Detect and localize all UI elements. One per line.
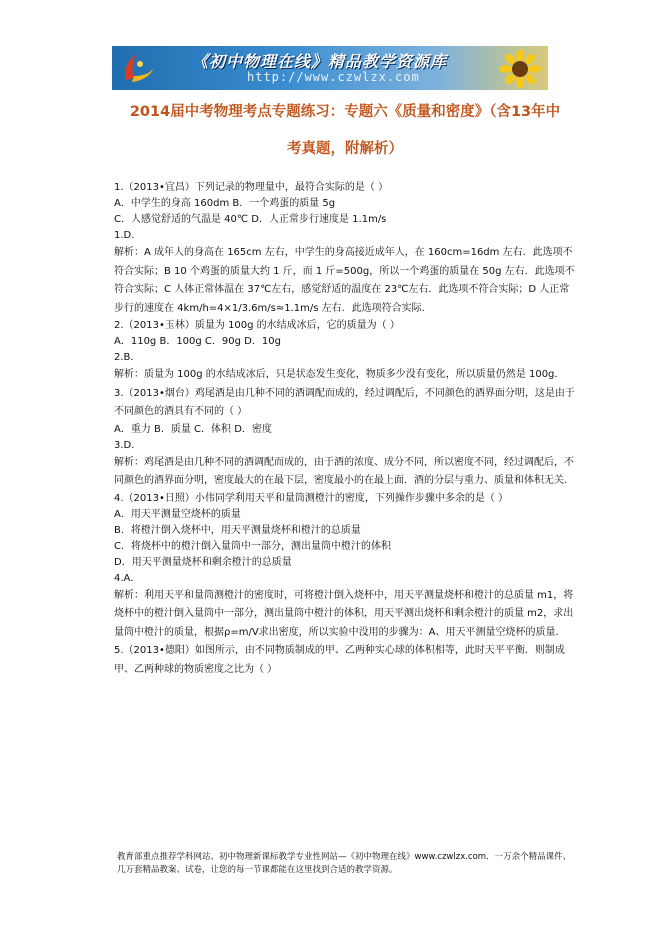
page-title-line2: 考真题，附解析） <box>287 141 403 157</box>
option-line: A．110g B．100g C．90g D．10g <box>114 336 281 347</box>
analysis-3: 解析：鸡尾酒是由几种不同的酒调配而成的，由于酒的浓度、成分不同，所以密度不同，经过调配后，不同颜色的酒界面分明，密度最大的在最下层，密度最小的在最上面．酒的分层与重力、质量和体积无关． <box>114 456 574 486</box>
option-line: D．用天平测量烧杯和剩余橙汁的总质量 <box>114 556 292 568</box>
answer-3: 3.D． <box>114 439 142 451</box>
sunflower-icon <box>498 50 542 88</box>
banner-title: 《初中物理在线》精品教学资源库 <box>192 52 448 71</box>
footer-note: 教育部重点推荐学科网站、初中物理新课标教学专业性网站—《初中物理在线》www.czwlzx.com．一万余个精品课件、几万套精品教案、试卷，让您的每一节课都能在这里找到合适的教学资源。 <box>117 852 572 875</box>
document-body <box>114 180 576 679</box>
question-2: 2.（2013•玉林）质量为 100g 的水结成冰后，它的质量为（ ） <box>114 320 400 331</box>
question-4: 4.（2013•日照）小伟同学利用天平和量筒测橙汁的密度，下列操作步骤中多余的是（ ） <box>114 492 509 504</box>
answer-1: 1.D． <box>114 230 142 241</box>
banner-url: http://www.czwlzx.com <box>247 70 420 84</box>
page-title-line1: 2014届中考物理考点专题练习：专题六《质量和密度》（含13年中 <box>129 104 561 120</box>
option-line: C．将烧杯中的橙汁倒入量筒中一部分，测出量筒中橙汁的体积 <box>114 540 391 552</box>
analysis-2: 解析：质量为 100g 的水结成冰后，只是状态发生变化，物质多少没有变化，所以质量仍然是 100g． <box>114 369 565 380</box>
option-line: B．将橙汁倒入烧杯中，用天平测量烧杯和橙汁的总质量 <box>114 524 361 536</box>
answer-4: 4.A． <box>114 572 141 584</box>
answer-2: 2.B． <box>114 352 141 363</box>
question-5: 5.（2013•德阳）如图所示，由不同物质制成的甲、乙两种实心球的体积相等，此时天平平衡．则制成甲、乙两种球的物质密度之比为（ ） <box>114 645 565 675</box>
option-line: A．重力 B．质量 C．体积 D．密度 <box>114 423 272 435</box>
analysis-1: 解析：A 成年人的身高在 165cm 左右，中学生的身高接近成年人，在 160cm=16dm 左右．此选项不符合实际；B 10 个鸡蛋的质量大约 1 斤，而 1 斤=500g，所以一个鸡蛋的质量在 50g 左右．此选项不符合实际；C 人体正常体温在 37℃左右，感觉舒适的温度在 23℃左右．此选项不符合实际；D 人正常步行的速度在 4km/h=4×1/3.6m/s≈1.1m/s 左右．此选项符合实际． <box>114 247 575 314</box>
question-1: 1.（2013•宜昌）下列记录的物理量中，最符合实际的是（ ） <box>114 182 389 193</box>
logo-icon <box>118 50 158 86</box>
option-line: A．中学生的身高 160dm B．一个鸡蛋的质量 5g <box>114 198 336 209</box>
header-banner <box>112 46 548 90</box>
option-line: C．人感觉舒适的气温是 40℃ D．人正常步行速度是 1.1m/s <box>114 214 387 225</box>
analysis-4: 解析：利用天平和量筒测橙汁的密度时，可将橙汁倒入烧杯中，用天平测量烧杯和橙汁的总质量 m1，将烧杯中的橙汁倒入量筒中一部分，测出量筒中橙汁的体积，用天平测出烧杯和剩余橙汁的质量 m2，求出量筒中橙汁的质量，根据ρ=m/V求出密度，所以实验中没用的步骤为：A、用天平测量空烧杯的质量． <box>114 589 574 638</box>
option-line: A．用天平测量空烧杯的质量 <box>114 508 241 520</box>
question-3: 3.（2013•烟台）鸡尾酒是由几种不同的酒调配而成的，经过调配后，不同颜色的酒界面分明，这是由于不同颜色的酒具有不同的（ ） <box>114 387 575 417</box>
